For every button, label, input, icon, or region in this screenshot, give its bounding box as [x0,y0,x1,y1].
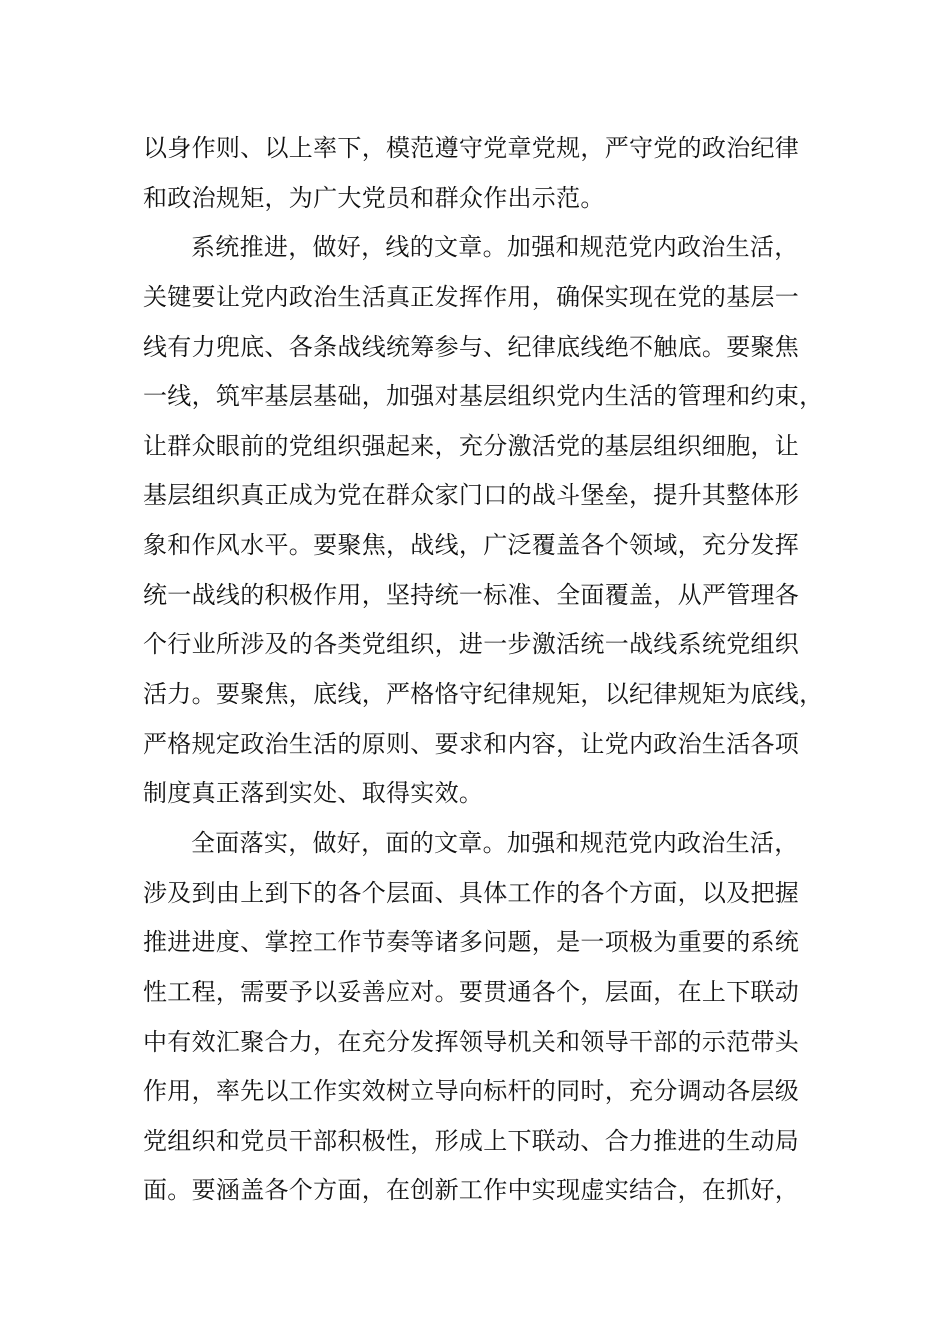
text-line: 让群众眼前的党组织强起来，充分激活党的基层组织细胞，让 [143,431,800,460]
text-line: 性工程，需要予以妥善应对。要贯通各个，层面，在上下联动 [143,977,800,1006]
text-line: 和政治规矩，为广大党员和群众作出示范。 [143,183,605,212]
text-line: 严格规定政治生活的原则、要求和内容，让党内政治生活各项 [143,729,800,758]
text-line: 涉及到由上到下的各个层面、具体工作的各个方面，以及把握 [143,878,800,907]
text-line: 以身作则、以上率下，模范遵守党章党规，严守党的政治纪律 [143,134,800,162]
text-line: 关键要让党内政治生活真正发挥作用，确保实现在党的基层一 [143,282,800,311]
text-line: 面。要涵盖各个方面，在创新工作中实现虚实结合，在抓好， [143,1176,800,1205]
text-line: 活力。要聚焦，底线，严格恪守纪律规矩，以纪律规矩为底线， [143,680,824,709]
text-line: 线有力兜底、各条战线统筹参与、纪律底线绝不触底。要聚焦 [143,332,800,361]
text-line: 制度真正落到实处、取得实效。 [143,779,484,808]
paragraph-start-line: 系统推进，做好，线的文章。加强和规范党内政治生活， [191,233,799,262]
text-line: 象和作风水平。要聚焦，战线，广泛覆盖各个领域，充分发挥 [143,531,800,560]
text-line: 个行业所涉及的各类党组织，进一步激活统一战线系统党组织 [143,630,800,659]
text-line: 作用，率先以工作实效树立导向标杆的同时，充分调动各层级 [143,1077,800,1106]
text-line: 基层组织真正成为党在群众家门口的战斗堡垒，提升其整体形 [143,481,800,510]
text-line: 统一战线的积极作用，坚持统一标准、全面覆盖，从严管理各 [143,580,800,609]
text-line: 一线，筑牢基层基础，加强对基层组织党内生活的管理和约束， [143,382,824,411]
text-line: 党组织和党员干部积极性，形成上下联动、合力推进的生动局 [143,1126,800,1155]
text-line: 中有效汇聚合力，在充分发挥领导机关和领导干部的示范带头 [143,1027,800,1056]
body-text [143,124,843,1216]
paragraph-start-line: 全面落实，做好，面的文章。加强和规范党内政治生活， [191,828,799,857]
text-line: 推进进度、掌控工作节奏等诸多问题，是一项极为重要的系统 [143,928,800,957]
